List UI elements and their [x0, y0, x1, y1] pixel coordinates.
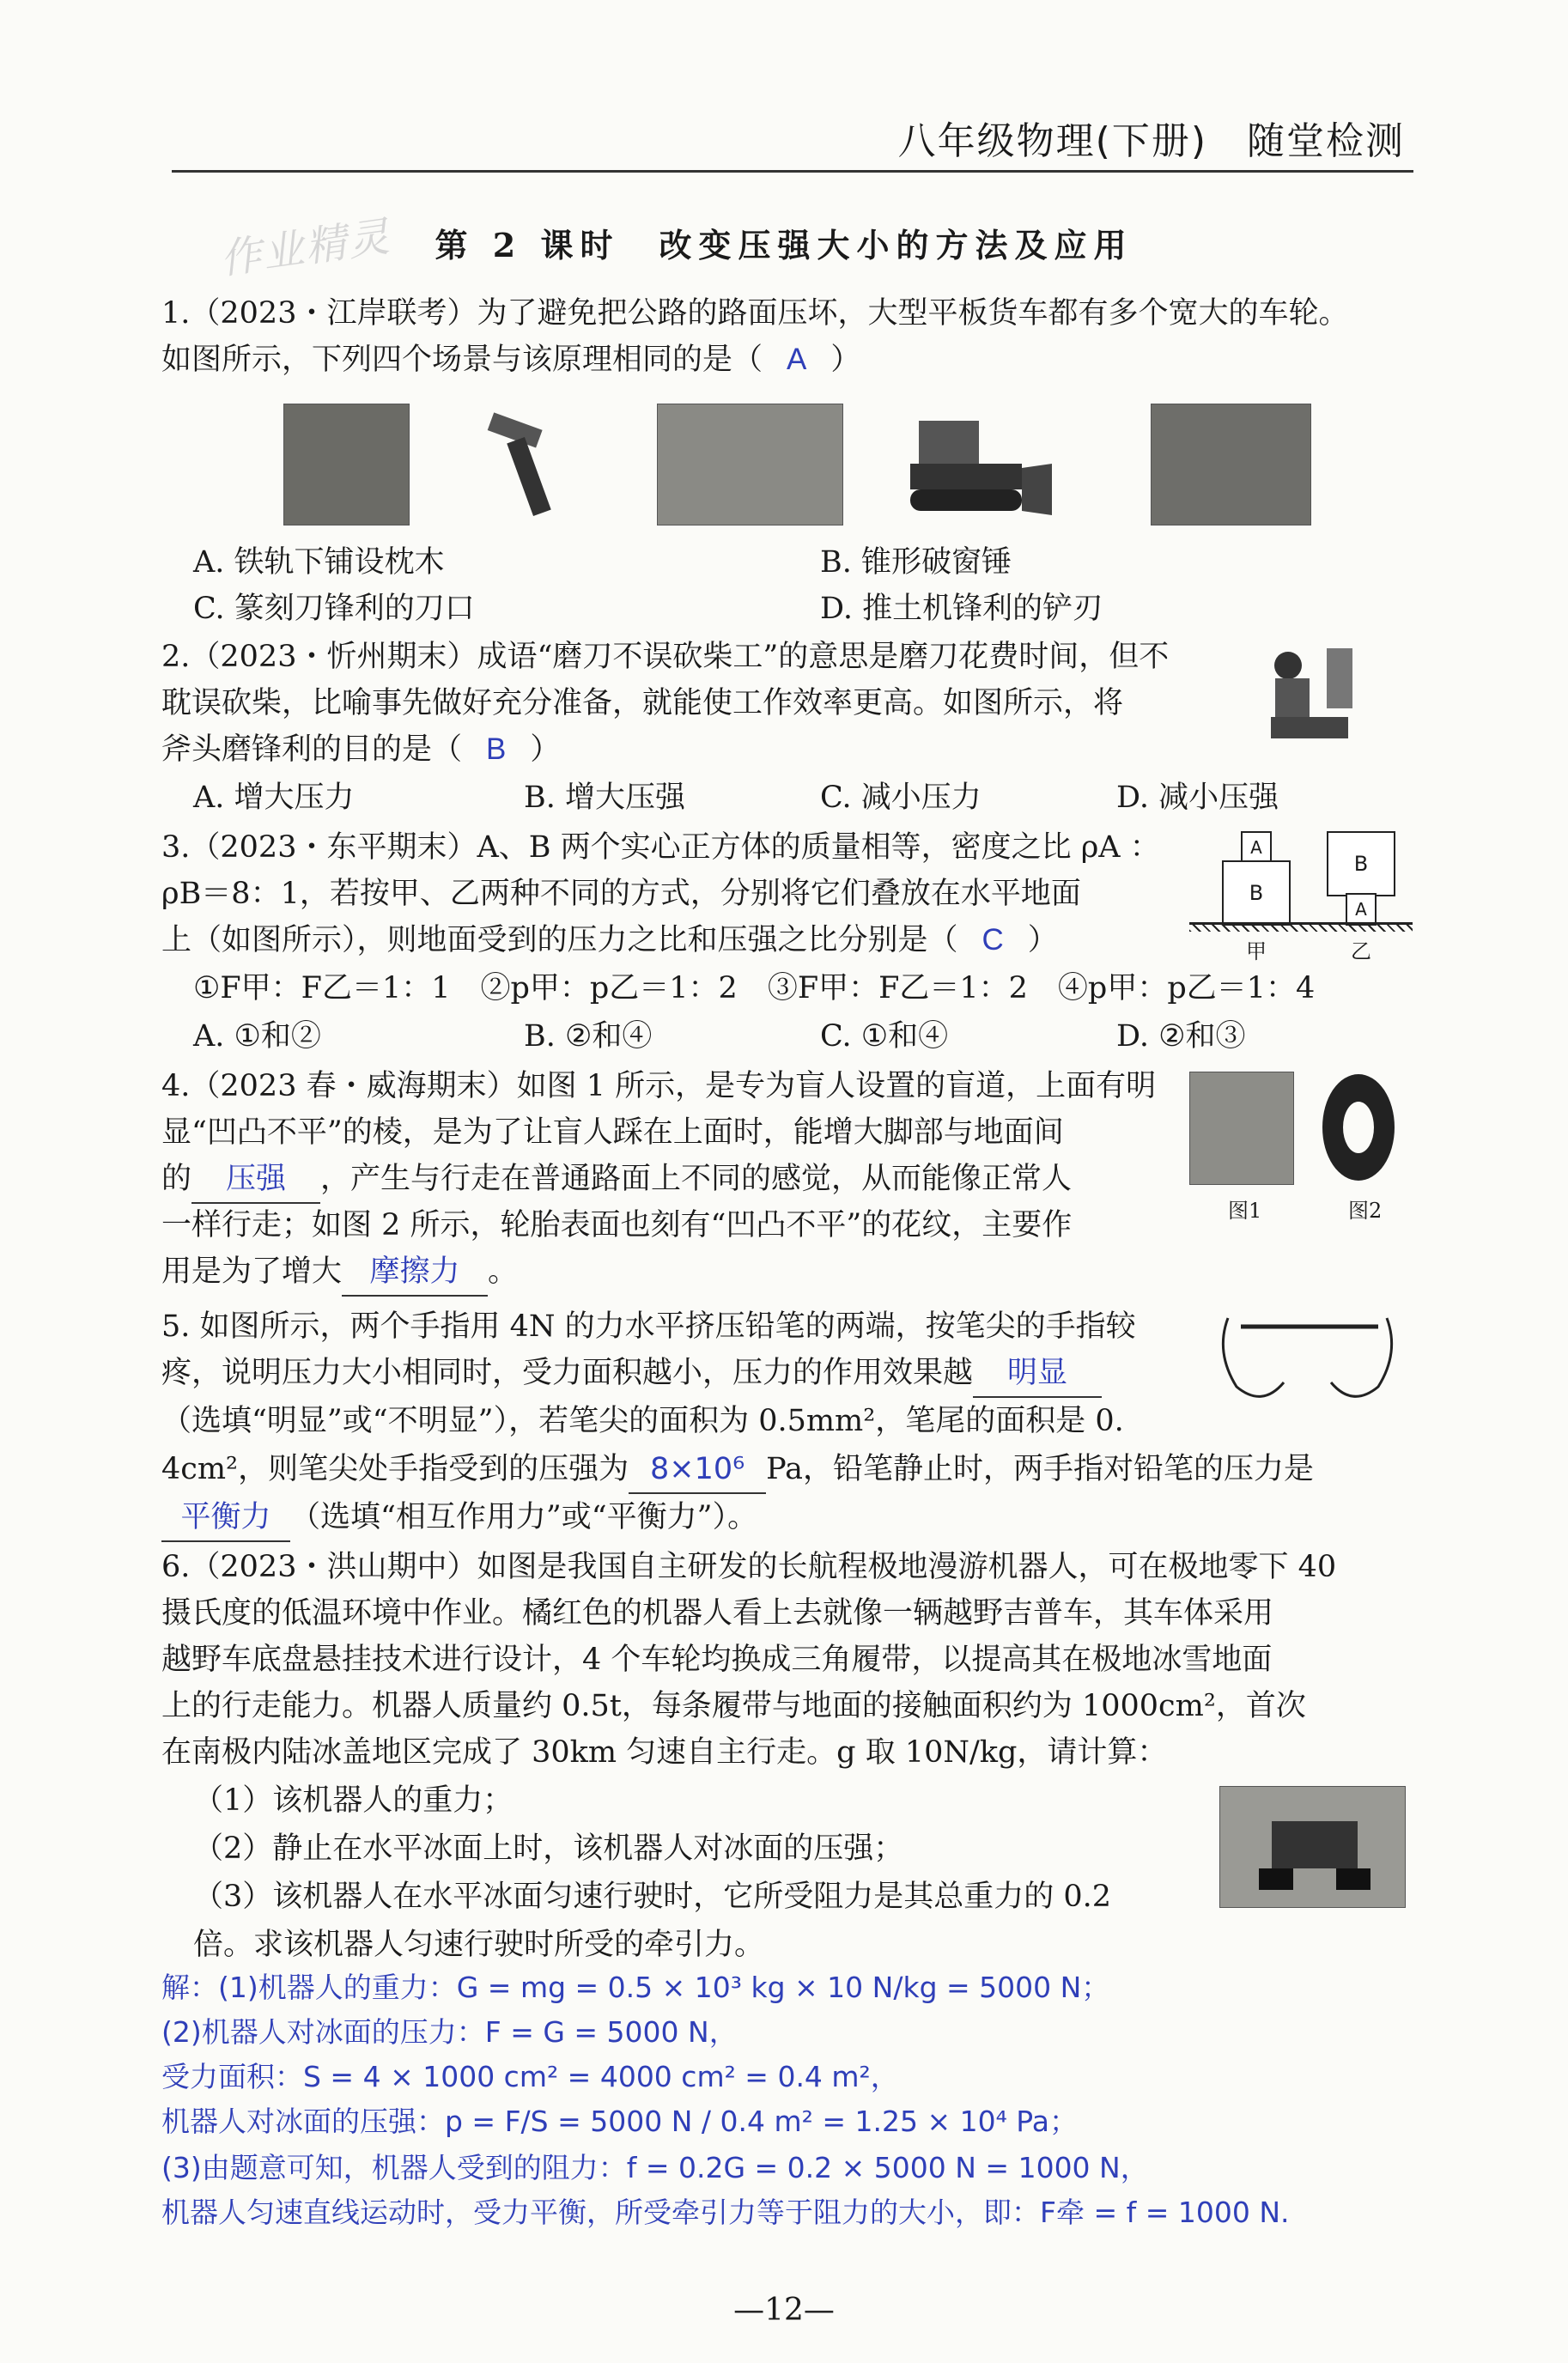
q2-option-c: C. 减小压力: [820, 781, 982, 815]
illustration-fingers-pencil: [1211, 1301, 1404, 1421]
fig-ground-hatch: [1189, 925, 1413, 932]
q1-option-d: D. 推土机锋利的铲刃: [820, 592, 1103, 626]
solution-line1: 解：(1)机器人的重力：G = mg = 0.5 × 10³ kg × 10 N/kg = 5000 N；: [161, 1971, 1110, 2004]
photo-wide-wheels: [1151, 404, 1311, 525]
q6-sub2: （2）静止在水平冰面上时，该机器人对冰面的压强；: [193, 1831, 904, 1866]
q2-answer: B: [486, 732, 507, 766]
q3-line1: 3.（2023・东平期末）A、B 两个实心正方体的质量相等，密度之比 ρA ：: [161, 830, 1160, 865]
q1-line1: 1.（2023・江岸联考）为了避免把公路的路面压坏，大型平板货车都有多个宽大的车轮。: [161, 296, 1349, 331]
q4-blank1: 压强: [191, 1156, 320, 1204]
q4-line3: 的 压强 ，产生与行走在普通路面上不同的感觉，从而能像正常人: [161, 1156, 1072, 1204]
q5-blank2: 8×10⁶: [629, 1446, 766, 1494]
q4-line1: 4.（2023 春・威海期末）如图 1 所示，是专为盲人设置的盲道，上面有明: [161, 1069, 1157, 1103]
page-number: —12—: [733, 2293, 835, 2328]
q6-line3: 越野车底盘悬挂技术进行设计，4 个车轮均换成三角履带，以提高其在极地冰雪地面: [161, 1643, 1273, 1677]
q2-line3: 斧头磨锋利的目的是（ B ）: [161, 732, 561, 767]
q2-option-b: B. 增大压强: [524, 781, 685, 815]
fig-label-yi: 乙: [1351, 939, 1371, 963]
q4-line4: 一样行走；如图 2 所示，轮胎表面也刻有“凹凸不平”的花纹，主要作: [161, 1208, 1073, 1242]
q3-figure: [1189, 824, 1413, 970]
photo-hammer: [481, 404, 575, 524]
solution-line6: 机器人匀速直线运动时，受力平衡，所受牵引力等于阻力的大小，即：F牵 = f = 1000 N.: [161, 2196, 1290, 2229]
q5-line1: 5. 如图所示，两个手指用 4N 的力水平挤压铅笔的两端，按笔尖的手指较: [161, 1309, 1136, 1344]
q5-line3: （选填“明显”或“不明显”），若笔尖的面积为 0.5mm²，笔尾的面积是 0.: [161, 1404, 1124, 1438]
q6-line2: 摄氏度的低温环境中作业。橘红色的机器人看上去就像一辆越野吉普车，其车体采用: [161, 1596, 1274, 1631]
q2-option-a: A. 增大压力: [193, 781, 355, 815]
q1-line2: 如图所示，下列四个场景与该原理相同的是（ A ）: [161, 343, 861, 377]
q1-answer: A: [787, 343, 807, 376]
q5-blank1: 明显: [973, 1350, 1102, 1398]
q3-answer: C: [982, 923, 1004, 957]
q6-sub3: （3）该机器人在水平冰面匀速行驶时，它所受阻力是其总重力的 0.2: [193, 1880, 1112, 1914]
watermark: 作业精灵: [216, 212, 394, 284]
q2-option-d: D. 减小压强: [1116, 781, 1279, 815]
q3-option-a: A. ①和②: [193, 1019, 321, 1054]
lesson-title: 第 2 课时 改变压强大小的方法及应用: [435, 226, 1133, 264]
photo-seal-carving: [657, 404, 843, 525]
fig-jia-cube-b: B: [1222, 860, 1291, 926]
q4-line5: 用是为了增大 摩擦力 。: [161, 1248, 518, 1297]
q6-line5: 在南极内陆冰盖地区完成了 30km 匀速自主行走。g 取 10N/kg，请计算：: [161, 1735, 1168, 1770]
fig-yi-cube-b: B: [1327, 831, 1395, 896]
q3-statements: ①F甲：F乙＝1：1 ②p甲：p乙＝1：2 ③F甲：F乙＝1：2 ④p甲：p乙＝1：4: [193, 971, 1316, 1005]
q6-line1: 6.（2023・洪山期中）如图是我国自主研发的长航程极地漫游机器人，可在极地零下 40: [161, 1550, 1337, 1584]
photo-bulldozer: [902, 404, 1056, 524]
fig2-label: 图2: [1348, 1199, 1383, 1223]
header-rule: [172, 170, 1413, 173]
q5-line4: 4cm²，则笔尖处手指受到的压强为 8×10⁶ Pa，铅笔静止时，两手指对铅笔的压力是: [161, 1446, 1314, 1494]
fig1-label: 图1: [1228, 1199, 1262, 1223]
solution-line3: 受力面积：S = 4 × 1000 cm² = 4000 cm² = 0.4 m²，: [161, 2060, 899, 2093]
q3-option-d: D. ②和③: [1116, 1019, 1246, 1054]
fig-yi-cube-a: A: [1346, 893, 1377, 926]
solution-line5: (3)由题意可知，机器人受到的阻力：f = 0.2G = 0.2 × 5000 N = 1000 N，: [161, 2151, 1149, 2184]
q3-line2: ρB＝8：1，若按甲、乙两种不同的方式，分别将它们叠放在水平地面: [161, 877, 1081, 911]
q5-line5: 平衡力 （选填“相互作用力”或“平衡力”）。: [161, 1494, 757, 1542]
q6-sub4: 倍。求该机器人匀速行驶时所受的牵引力。: [193, 1928, 765, 1962]
q3-line3: 上（如图所示），则地面受到的压力之比和压强之比分别是（ C ）: [161, 923, 1058, 957]
q2-line1: 2.（2023・忻州期末）成语“磨刀不误砍柴工”的意思是磨刀花费时间，但不: [161, 640, 1170, 674]
q1-option-a: A. 铁轨下铺设枕木: [193, 545, 445, 580]
q1-option-b: B. 锥形破窗锤: [820, 545, 1012, 580]
page-header: 八年级物理(下册) 随堂检测: [897, 119, 1405, 163]
photo-polar-robot: [1219, 1786, 1406, 1908]
q1-option-c: C. 篆刻刀锋利的刀口: [193, 592, 475, 626]
solution-line2: (2)机器人对冰面的压力：F = G = 5000 N，: [161, 2015, 738, 2049]
illustration-sharpening-axe: [1254, 640, 1361, 751]
q6-sub1: （1）该机器人的重力；: [193, 1783, 514, 1818]
q6-line4: 上的行走能力。机器人质量约 0.5t，每条履带与地面的接触面积约为 1000cm²，首次: [161, 1689, 1306, 1723]
q4-blank2: 摩擦力: [342, 1248, 488, 1297]
photo-tactile-paving: [1189, 1072, 1294, 1185]
fig-label-jia: 甲: [1246, 939, 1267, 963]
solution-line4: 机器人对冰面的压强：p = F/S = 5000 N / 0.4 m² = 1.25 × 10⁴ Pa；: [161, 2105, 1078, 2138]
q3-option-c: C. ①和④: [820, 1019, 949, 1054]
fig-jia-cube-a: A: [1241, 831, 1272, 864]
q5-line2: 疼，说明压力大小相同时，受力面积越小，压力的作用效果越 明显: [161, 1350, 1102, 1398]
q3-option-b: B. ②和④: [524, 1019, 653, 1054]
q4-line2: 显“凹凸不平”的棱，是为了让盲人踩在上面时，能增大脚部与地面间: [161, 1115, 1064, 1150]
q5-blank3: 平衡力: [161, 1494, 290, 1542]
q2-line2: 耽误砍柴，比喻事先做好充分准备，就能使工作效率更高。如图所示，将: [161, 686, 1124, 720]
photo-railway: [283, 404, 410, 525]
photo-tire: [1318, 1072, 1400, 1183]
